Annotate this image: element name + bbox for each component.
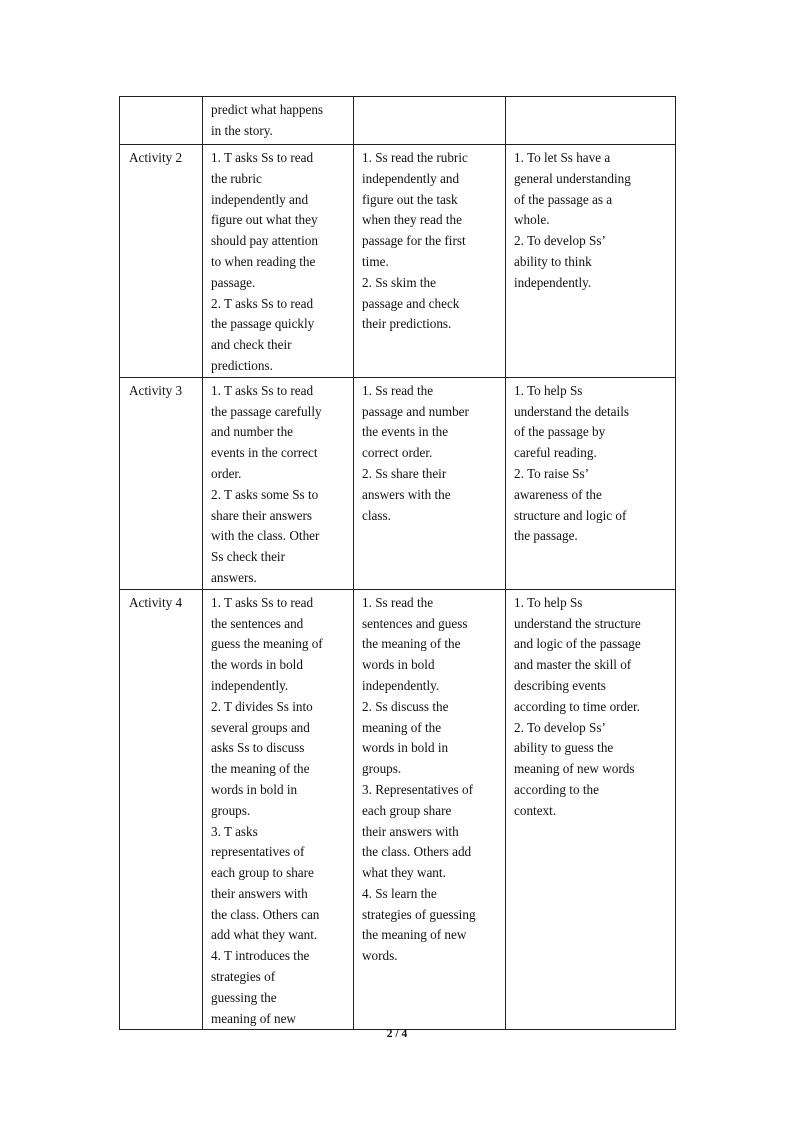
student-activity-cell	[354, 377, 506, 589]
cell-line: 1. Ss read the rubric	[362, 150, 468, 165]
cell-line: 1. Ss read the	[362, 594, 434, 610]
cell-line: awareness of the	[514, 486, 602, 502]
cell-line: answers.	[211, 569, 257, 585]
cell-line: sentences and guess	[362, 615, 468, 631]
cell-line: 3. Representatives of	[362, 781, 473, 797]
cell-line: passage.	[211, 274, 256, 290]
cell-line: should pay attention	[211, 233, 318, 249]
cell-line: order.	[211, 465, 242, 481]
cell-line: guessing the	[211, 989, 277, 1005]
cell-line: add what they want.	[211, 927, 318, 943]
purpose-text	[514, 593, 669, 822]
cell-line: meaning of the	[362, 719, 442, 735]
purpose-cell	[506, 97, 676, 145]
cell-line: context.	[514, 802, 557, 818]
cell-line: the meaning of the	[362, 636, 461, 652]
cell-line: the passage quickly	[211, 316, 315, 332]
student-activity-cell	[354, 589, 506, 1030]
cell-line: words.	[362, 948, 398, 964]
cell-line: 2. Ss discuss the	[362, 698, 449, 714]
cell-line: careful reading.	[514, 445, 597, 461]
cell-line: passage for the first	[362, 233, 466, 249]
cell-line: the sentences and	[211, 615, 304, 631]
cell-line: 1. To help Ss	[514, 594, 583, 610]
cell-line: predict what happens	[211, 102, 324, 117]
purpose-cell	[506, 377, 676, 589]
cell-line: of the passage as a	[514, 191, 613, 207]
activity-cell	[120, 97, 203, 145]
cell-line: and number the	[211, 424, 294, 440]
cell-line: correct order.	[362, 445, 433, 461]
cell-line: and check their	[211, 337, 292, 353]
cell-line: answers with the	[362, 486, 451, 502]
cell-line: 1. T asks Ss to read	[211, 382, 314, 398]
cell-line: 1. To let Ss have a	[514, 150, 611, 165]
activity-label: Activity 4	[129, 594, 183, 610]
cell-line: strategies of	[211, 969, 276, 985]
student-activity-text	[362, 381, 499, 527]
cell-line: representatives of	[211, 844, 305, 860]
table-row	[120, 97, 676, 145]
student-activity-cell	[354, 145, 506, 378]
cell-line: the meaning of new	[362, 927, 467, 943]
cell-line: meaning of new	[211, 1010, 296, 1026]
cell-line: understand the details	[514, 403, 629, 419]
cell-line: events in the correct	[211, 445, 318, 461]
cell-line: 2. T asks some Ss to	[211, 486, 319, 502]
cell-line: 2. To raise Ss’	[514, 465, 590, 481]
cell-line: predictions.	[211, 357, 273, 373]
cell-line: describing events	[514, 677, 606, 693]
teacher-activity-cell	[203, 97, 354, 145]
cell-line: and master the skill of	[514, 657, 632, 673]
cell-line: 4. T introduces the	[211, 948, 310, 964]
cell-line: when they read the	[362, 212, 462, 228]
cell-line: the passage.	[514, 528, 578, 544]
teacher-activity-cell	[203, 145, 354, 378]
cell-line: and logic of the passage	[514, 636, 641, 652]
cell-line: 3. T asks	[211, 823, 258, 839]
cell-line: structure and logic of	[514, 507, 627, 523]
cell-line: groups.	[211, 802, 251, 818]
purpose-cell	[506, 589, 676, 1030]
cell-line: what they want.	[362, 865, 446, 881]
table-row	[120, 377, 676, 589]
cell-line: class.	[362, 507, 391, 523]
cell-line: 2. Ss share their	[362, 465, 447, 481]
cell-line: understand the structure	[514, 615, 641, 631]
cell-line: share their answers	[211, 507, 313, 523]
lesson-plan-table	[119, 96, 676, 1030]
cell-line: the events in the	[362, 424, 449, 440]
activity-cell	[120, 589, 203, 1030]
cell-line: several groups and	[211, 719, 310, 735]
cell-line: words in bold in	[362, 740, 449, 756]
student-activity-text	[362, 593, 499, 967]
cell-line: the meaning of the	[211, 761, 310, 777]
cell-line: 1. T asks Ss to read	[211, 594, 314, 610]
cell-line: with the class. Other	[211, 528, 320, 544]
cell-line: groups.	[362, 761, 402, 777]
cell-line: of the passage by	[514, 424, 606, 440]
cell-line: passage and check	[362, 295, 460, 311]
cell-line: words in bold	[362, 657, 435, 673]
cell-line: 1. T asks Ss to read	[211, 150, 314, 165]
teacher-activity-text	[211, 381, 347, 589]
cell-line: their answers with	[362, 823, 459, 839]
cell-line: time.	[362, 253, 389, 269]
teacher-activity-text	[211, 100, 347, 142]
cell-line: passage and number	[362, 403, 469, 419]
cell-line: the passage carefully	[211, 403, 322, 419]
cell-line: 2. Ss skim the	[362, 274, 437, 290]
cell-line: the words in bold	[211, 657, 303, 673]
cell-line: ability to think	[514, 253, 592, 269]
cell-line: the rubric	[211, 170, 262, 186]
student-activity-cell	[354, 97, 506, 145]
purpose-cell	[506, 145, 676, 378]
purpose-text	[514, 148, 669, 294]
cell-line: Ss check their	[211, 549, 285, 565]
cell-line: whole.	[514, 212, 550, 228]
cell-line: asks Ss to discuss	[211, 740, 305, 756]
cell-line: 4. Ss learn the	[362, 885, 437, 901]
cell-line: their answers with	[211, 885, 308, 901]
cell-line: general understanding	[514, 170, 631, 186]
cell-line: their predictions.	[362, 316, 452, 332]
teacher-activity-cell	[203, 589, 354, 1030]
student-activity-text	[362, 148, 499, 335]
cell-line: independently.	[211, 677, 289, 693]
table-row	[120, 589, 676, 1030]
cell-line: independently.	[514, 274, 592, 290]
cell-line: independently and	[211, 191, 309, 207]
cell-line: 1. To help Ss	[514, 382, 583, 398]
cell-line: 2. To develop Ss’	[514, 719, 606, 735]
activity-label: Activity 2	[129, 150, 183, 165]
cell-line: each group share	[362, 802, 452, 818]
cell-line: 2. To develop Ss’	[514, 233, 606, 249]
cell-line: figure out what they	[211, 212, 318, 228]
page-number: 2 / 4	[386, 1028, 408, 1040]
cell-line: 2. T asks Ss to read	[211, 295, 314, 311]
cell-line: according to time order.	[514, 698, 640, 714]
cell-line: ability to guess the	[514, 740, 614, 756]
activity-cell	[120, 377, 203, 589]
teacher-activity-text	[211, 593, 347, 1030]
cell-line: 1. Ss read the	[362, 382, 434, 398]
cell-line: guess the meaning of	[211, 636, 323, 652]
table-row	[120, 145, 676, 378]
cell-line: independently.	[362, 677, 440, 693]
cell-line: strategies of guessing	[362, 906, 476, 922]
cell-line: each group to share	[211, 865, 314, 881]
teacher-activity-text	[211, 148, 347, 377]
cell-line: figure out the task	[362, 191, 458, 207]
cell-line: the class. Others can	[211, 906, 320, 922]
cell-line: words in bold in	[211, 781, 298, 797]
cell-line: according to the	[514, 781, 599, 797]
cell-line: to when reading the	[211, 253, 316, 269]
teacher-activity-cell	[203, 377, 354, 589]
cell-line: the class. Others add	[362, 844, 472, 860]
purpose-text	[514, 381, 669, 547]
activity-cell	[120, 145, 203, 378]
activity-label: Activity 3	[129, 382, 183, 398]
cell-line: in the story.	[211, 122, 273, 138]
cell-line: meaning of new words	[514, 761, 635, 777]
cell-line: independently and	[362, 170, 460, 186]
cell-line: 2. T divides Ss into	[211, 698, 313, 714]
